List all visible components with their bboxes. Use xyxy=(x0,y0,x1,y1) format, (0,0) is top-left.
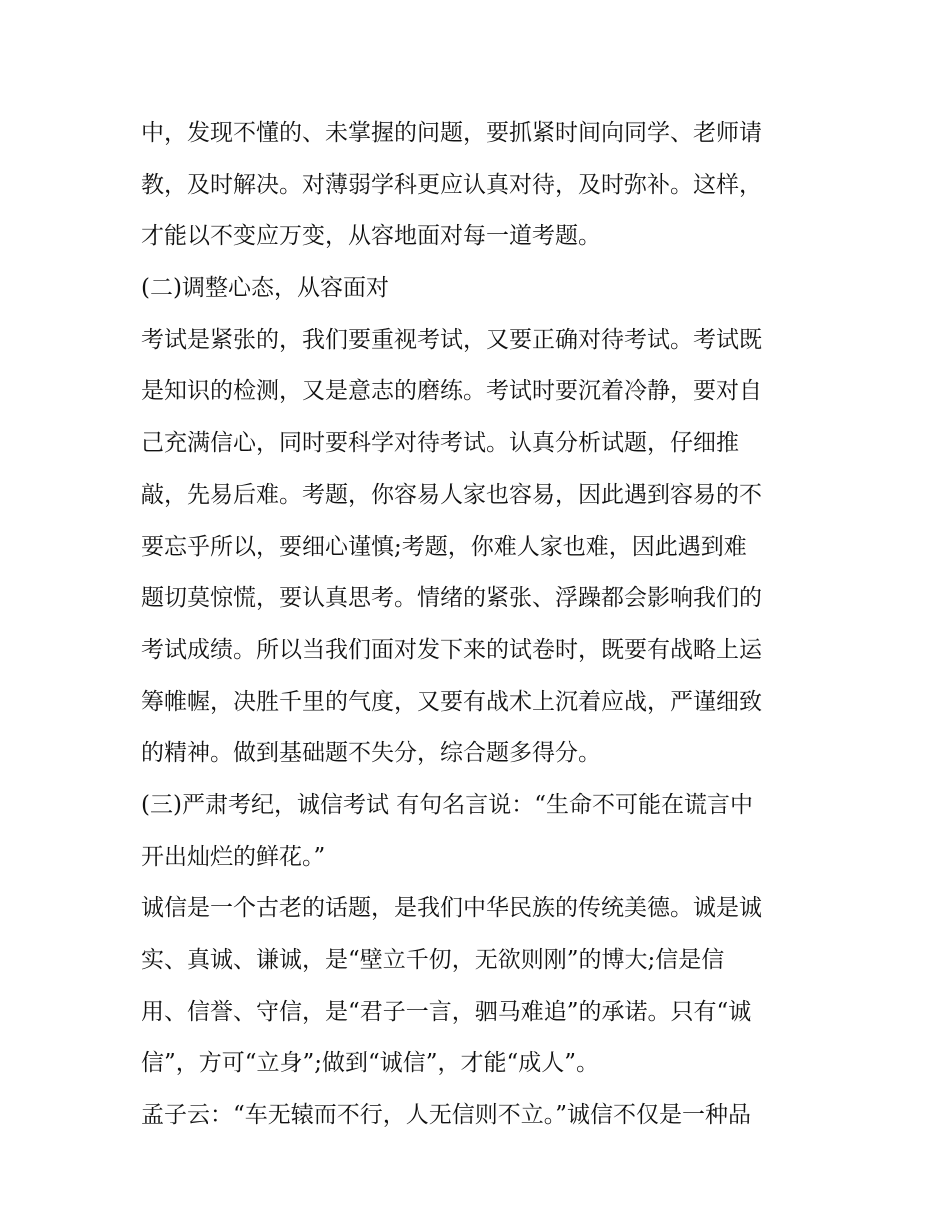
text-line: 是知识的检测，又是意志的磨练。考试时要沉着冷静，要对自 xyxy=(141,378,762,405)
text-line: 信”，方可“立身”;做到“诚信”，才能“成人”。 xyxy=(141,1050,600,1077)
text-line: 要忘乎所以，要细心谨慎;考题，你难人家也难，因此遇到难 xyxy=(141,533,747,560)
section-heading: (二)调整心态，从容面对 xyxy=(141,275,389,302)
body-text xyxy=(141,108,821,1142)
text-line: 开出灿烂的鲜花。” xyxy=(141,843,326,870)
text-line: 筹帷幄，决胜千里的气度，又要有战术上沉着应战，严谨细致 xyxy=(141,688,762,715)
text-line: 的精神。做到基础题不失分，综合题多得分。 xyxy=(141,740,601,767)
section-heading: (三)严肃考纪，诚信考试 有句名言说：“生命不可能在谎言中 xyxy=(141,791,754,818)
text-line: 中，发现不懂的、未掌握的问题，要抓紧时间向同学、老师请 xyxy=(141,120,762,146)
text-line: 用、信誉、守信，是“君子一言，驷马难追”的承诺。只有“诚 xyxy=(141,998,752,1025)
text-line: 才能以不变应万变，从容地面对每一道考题。 xyxy=(141,223,601,250)
text-line: 己充满信心，同时要科学对待考试。认真分析试题，仔细推 xyxy=(141,430,739,457)
text-line: 题切莫惊慌，要认真思考。情绪的紧张、浮躁都会影响我们的 xyxy=(141,585,762,612)
text-line: 孟子云：“车无辕而不行，人无信则不立。”诚信不仅是一种品 xyxy=(141,1102,752,1129)
text-line: 诚信是一个古老的话题，是我们中华民族的传统美德。诚是诚 xyxy=(141,895,762,922)
text-line: 敲，先易后难。考题，你容易人家也容易，因此遇到容易的不 xyxy=(141,481,762,508)
text-line: 实、真诚、谦诚，是“壁立千仞，无欲则刚”的博大;信是信 xyxy=(141,947,725,973)
text-line: 考试成绩。所以当我们面对发下来的试卷时，既要有战略上运 xyxy=(141,636,762,663)
text-line: 考试是紧张的，我们要重视考试，又要正确对待考试。考试既 xyxy=(141,326,762,353)
text-line: 教，及时解决。对薄弱学科更应认真对待，及时弥补。这样， xyxy=(141,171,762,198)
